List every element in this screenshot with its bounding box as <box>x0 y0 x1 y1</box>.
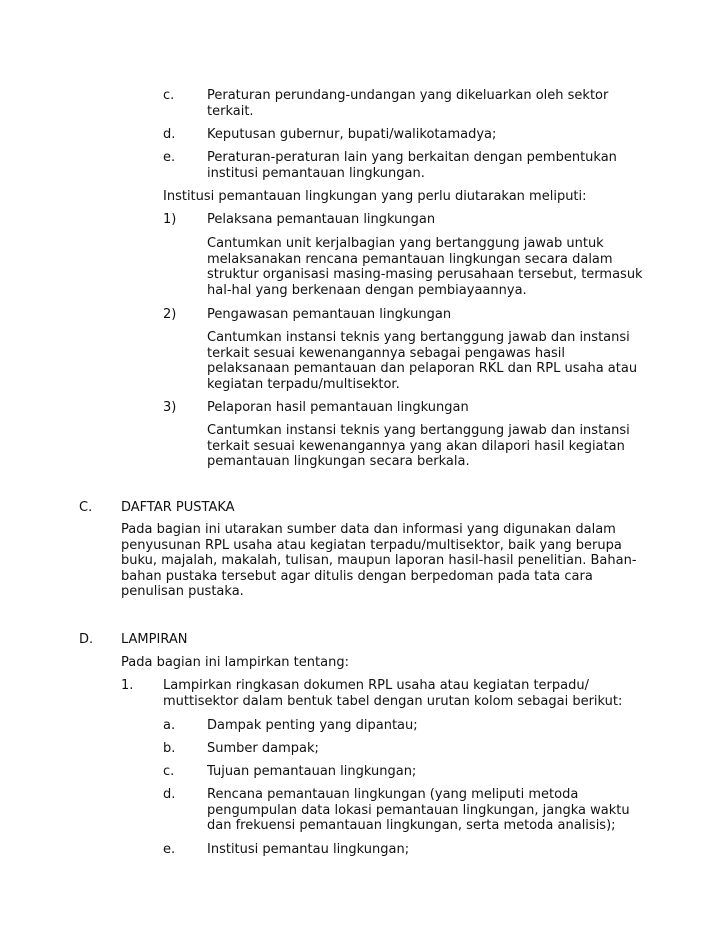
list-marker: e. <box>163 150 176 165</box>
list-marker: a. <box>163 718 176 733</box>
list-item-text: Institusi pemantau lingkungan; <box>207 842 410 857</box>
section-marker: C. <box>79 500 93 515</box>
item-title: Pelaporan hasil pemantauan lingkungan <box>207 400 469 415</box>
item-title: Pengawasan pemantauan lingkungan <box>207 307 452 322</box>
item-body: Cantumkan unit kerjalbagian yang bertanggung jawab untuk melaksanakan rencana pemantauan lingkungan secara dalam struktur organisasi masing-masing perusahaan tersebut, termasuk hal-hal yang berkenaan dengan pembiayaannya. <box>207 236 643 298</box>
list-item-text: Tujuan pemantauan lingkungan; <box>207 764 417 779</box>
list-marker: d. <box>163 127 176 142</box>
section-title: DAFTAR PUSTAKA <box>121 500 235 515</box>
list-marker: 1. <box>121 678 134 693</box>
list-item-text: Keputusan gubernur, bupati/walikotamadya; <box>207 127 497 142</box>
list-item-text: Sumber dampak; <box>207 741 319 756</box>
list-item-text: Lampirkan ringkasan dokumen RPL usaha atau kegiatan terpadu/ muttisektor dalam bentuk tabel dengan urutan kolom sebagai berikut: <box>163 678 623 709</box>
list-marker: d. <box>163 787 176 802</box>
section-intro: Pada bagian ini lampirkan tentang: <box>121 655 349 670</box>
list-item-text: Peraturan-peraturan lain yang berkaitan dengan pembentukan institusi pemantauan lingkungan. <box>207 150 617 181</box>
section-body: Pada bagian ini utarakan sumber data dan informasi yang digunakan dalam penyusunan RPL usaha atau kegiatan terpadu/multisektor, baik yang berupa buku, majalah, makalah, tulisan, maupun laporan hasil-hasil penelitian. Bahan-bahan pustaka tersebut agar ditulis dengan berpedoman pada tata cara penulisan pustaka. <box>121 522 637 599</box>
list-marker: e. <box>163 842 176 857</box>
list-marker: c. <box>163 88 175 103</box>
list-marker: c. <box>163 764 175 779</box>
item-body: Cantumkan instansi teknis yang bertanggung jawab dan instansi terkait sesuai kewenangannya yang akan dilapori hasil kegiatan pemantauan lingkungan secara berkala. <box>207 423 630 469</box>
list-item-text: Rencana pemantauan lingkungan (yang meliputi metoda pengumpulan data lokasi pemantauan lingkungan, jangka waktu dan frekuensi pemantauan lingkungan, serta metoda analisis); <box>207 787 630 833</box>
list-marker: 2) <box>163 307 177 322</box>
section-title: LAMPIRAN <box>121 632 188 647</box>
list-item-text: Peraturan perundang-undangan yang dikeluarkan oleh sektor terkait. <box>207 88 609 119</box>
item-title: Pelaksana pemantauan lingkungan <box>207 212 436 227</box>
list-marker: 3) <box>163 400 177 415</box>
list-marker: b. <box>163 741 176 756</box>
list-item-text: Dampak penting yang dipantau; <box>207 718 418 733</box>
section-marker: D. <box>79 632 94 647</box>
list-marker: 1) <box>163 212 177 227</box>
institution-intro: Institusi pemantauan lingkungan yang perlu diutarakan meliputi: <box>163 189 587 204</box>
item-body: Cantumkan instansi teknis yang bertanggung jawab dan instansi terkait sesuai kewenangannya sebagai pengawas hasil pelaksanaan pemantauan dan pelaporan RKL dan RPL usaha atau kegiatan terpadu/multisektor. <box>207 330 638 392</box>
